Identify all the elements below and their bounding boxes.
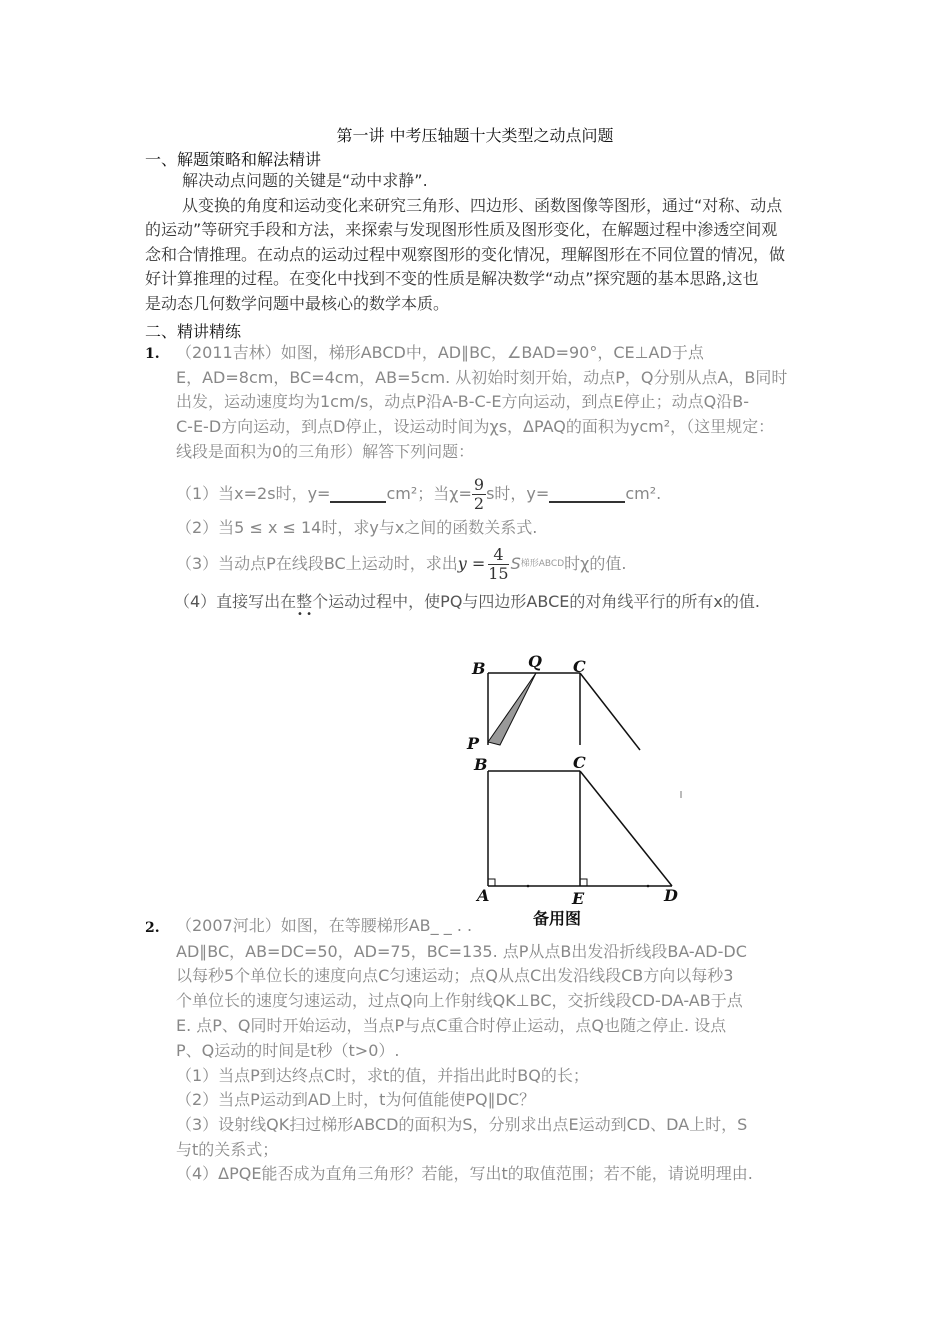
problem2-q4: （4）ΔPQE能否成为直角三角形？若能，写出t的取值范围；若不能，请说明理由. <box>176 1164 753 1183</box>
page-title: 第一讲 中考压轴题十大类型之动点问题 <box>336 126 614 145</box>
q1-text-d: cm². <box>625 484 662 504</box>
right-angle-e <box>580 879 587 886</box>
q3-frac-num: 4 <box>488 546 508 565</box>
fig1-label-c: C <box>573 657 586 676</box>
q1-blank-2[interactable] <box>549 487 625 503</box>
figure-caption: 备用图 <box>533 909 582 928</box>
section2-heading: 二、精讲精练 <box>145 322 242 341</box>
problem2-line6: P、Q运动的时间是t秒（t>0）. <box>176 1041 400 1060</box>
problem1-number: 1. <box>145 346 160 362</box>
q1-frac-num: 9 <box>473 475 485 494</box>
section1-heading: 一、解题策略和解法精讲 <box>145 150 322 169</box>
problem2-q3-line1: （3）设射线QK扫过梯形ABCD的面积为S，分别求出点E运动到CD、DA上时，S <box>176 1115 748 1134</box>
fig2-cd <box>580 771 672 886</box>
problem2-q3-line2: 与t的关系式； <box>176 1140 279 1159</box>
q1-frac-den: 2 <box>473 494 485 513</box>
problem2-q1: （1）当点P到达终点C时，求t的值，并指出此时BQ的长； <box>176 1066 589 1085</box>
problem1-line2: E，AD=8cm，BC=4cm，AB=5cm. 从初始时刻开始，动点P，Q分别从点A，B同时 <box>176 368 788 387</box>
q1-text-c: s时，y= <box>486 484 550 504</box>
q1-blank-1[interactable] <box>330 487 386 503</box>
problem2-number: 2. <box>145 920 160 936</box>
problem1-q1 <box>176 476 661 513</box>
emphasis-dots: • • <box>297 609 312 620</box>
fig1-label-b: B <box>472 659 486 678</box>
problem1-q4: （4）直接写出在整个运动过程中，使PQ与四边形ABCE的对角线平行的所有x的值. <box>174 592 760 611</box>
q3-text-b: 时χ的值. <box>564 554 627 574</box>
q3-sub: 梯形ABCD <box>520 559 565 570</box>
problem1-line5: 线段是面积为0的三角形）解答下列问题： <box>176 442 475 461</box>
q1-fraction <box>472 476 486 513</box>
fig2-label-d: D <box>664 886 678 905</box>
q1-text-b: cm²；当χ= <box>386 484 472 504</box>
problem1-q2: （2）当5 ≤ x ≤ 14时，求y与x之间的函数关系式. <box>176 518 538 537</box>
section1-para2-line5: 是动态几何数学问题中最核心的数学本质。 <box>145 294 450 313</box>
figure-2 <box>473 753 681 908</box>
triangle-paq <box>488 673 536 745</box>
fig1-label-q: Q <box>528 652 542 671</box>
problem1-figures <box>460 648 700 928</box>
fig2-label-e: E <box>572 889 585 908</box>
fig2-label-b: B <box>474 755 488 774</box>
q3-fraction <box>488 546 508 583</box>
q3-frac-den: 15 <box>488 564 509 583</box>
fig1-label-p: P <box>467 734 480 753</box>
q1-text-a: （1）当x=2s时，y= <box>176 484 331 504</box>
tick-dot <box>527 885 530 888</box>
problem2-line1: （2007河北）如图，在等腰梯形AB_ _ . . <box>176 916 473 935</box>
problem2-line5: E. 点P、Q同时开始运动，当点P与点C重合时停止运动，点Q也随之停止. 设点 <box>176 1016 727 1035</box>
section1-para2-line2: 的运动”等研究手段和方法，来探索与发现图形性质及图形变化，在解题过程中渗透空间观 <box>145 220 778 239</box>
figure-1 <box>466 652 640 753</box>
problem1-q3 <box>176 546 626 583</box>
q3-text-a: （3）当动点P在线段BC上运动时，求出 <box>176 554 458 574</box>
section1-para2-line4: 好计算推理的过程。在变化中找到不变的性质是解决数学“动点”探究题的基本思路,这也 <box>145 269 759 288</box>
q3-s: S <box>510 554 521 574</box>
section1-para1: 解决动点问题的关键是“动中求静”. <box>182 171 428 190</box>
q3-y: y = <box>457 554 486 574</box>
right-angle-a <box>488 879 495 886</box>
fig2-label-c: C <box>573 753 586 772</box>
fig1-cd <box>580 673 640 750</box>
problem1-line3: 出发，运动速度均为1cm/s，动点P沿A-B-C-E方向运动，到点E停止；动点Q沿B- <box>176 392 749 411</box>
problem2-line3: 以每秒5个单位长的速度向点C匀速运动；点Q从点C出发沿线段CB方向以每秒3 <box>176 966 734 985</box>
problem2-line2: AD∥BC，AB=DC=50，AD=75，BC=135. 点P从点B出发沿折线段BA-AD-DC <box>176 942 747 961</box>
section1-para2-line3: 念和合情推理。在动点的运动过程中观察图形的变化情况，理解图形在不同位置的情况，做 <box>145 245 786 264</box>
section1-para2-line1: 从变换的角度和运动变化来研究三角形、四边形、函数图像等图形，通过“对称、动点 <box>182 196 783 215</box>
fig2-label-a: A <box>477 886 490 905</box>
problem1-line1: （2011吉林）如图，梯形ABCD中，AD∥BC，∠BAD=90°，CE⊥AD于点 <box>176 343 704 362</box>
problem1-line4: C-E-D方向运动，到点D停止，设运动时间为χs，ΔPAQ的面积为ycm²，（这里规定： <box>176 417 775 436</box>
tick-dot <box>647 885 650 888</box>
problem2-q2: （2）当点P运动到AD上时，t为何值能使PQ∥DC？ <box>176 1090 536 1109</box>
problem2-line4: 个单位长的速度匀速运动，过点Q向上作射线QK⊥BC，交折线段CD-DA-AB于点 <box>176 991 743 1010</box>
